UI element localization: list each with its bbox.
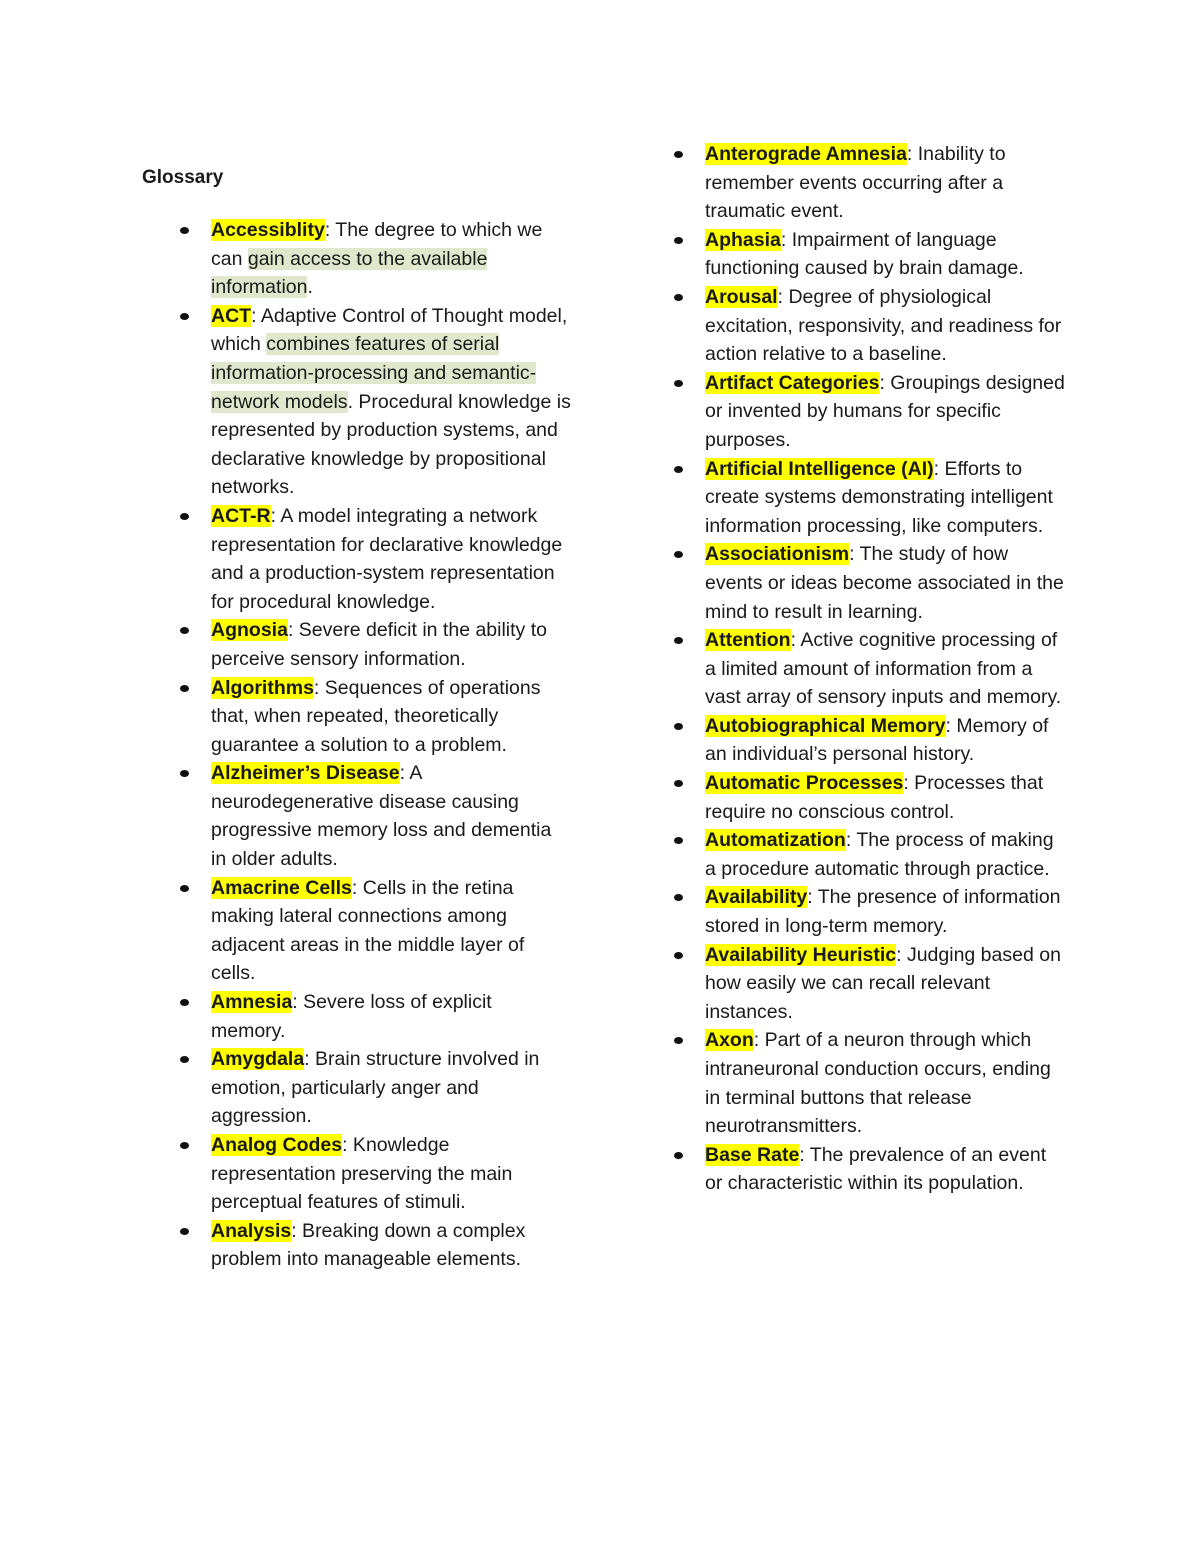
term-definition: Brain structure involved in emotion, particularly anger and aggression. xyxy=(211,1048,540,1128)
term-definition-end: . xyxy=(307,276,313,299)
glossary-term: Amnesia xyxy=(211,991,293,1014)
term-definition: Breaking down a complex problem into manageable elements. xyxy=(211,1219,526,1271)
term-separator: : xyxy=(292,991,298,1014)
term-separator: : xyxy=(807,886,813,909)
term-separator: : xyxy=(291,1219,297,1242)
glossary-entry xyxy=(705,283,1067,369)
term-definition: Sequences of operations that, when repeated, theoretically guarantee a solution to a problem. xyxy=(211,676,541,756)
term-separator: : xyxy=(799,1143,805,1166)
term-definition: Cells in the retina making lateral connections among adjacent areas in the middle layer of cells. xyxy=(211,876,525,985)
bullet-icon xyxy=(180,999,189,1006)
term-definition: Groupings designed or invented by humans for specific purposes. xyxy=(705,371,1065,451)
glossary-list-left xyxy=(211,216,571,1274)
term-separator: : xyxy=(879,371,885,394)
glossary-entry xyxy=(211,616,571,673)
bullet-icon xyxy=(180,227,189,234)
term-definition: The study of how events or ideas become associated in the mind to result in learning. xyxy=(705,543,1064,623)
glossary-entry xyxy=(211,302,571,502)
glossary-term: Attention xyxy=(705,629,791,652)
glossary-entry xyxy=(211,674,571,760)
bullet-icon xyxy=(674,294,683,301)
term-definition: A model integrating a network representation for declarative knowledge and a production-system representation for procedural knowledge. xyxy=(211,504,563,613)
glossary-term: Aphasia xyxy=(705,228,781,251)
term-separator: : xyxy=(270,504,276,527)
term-separator: : xyxy=(287,619,294,642)
glossary-term: Arousal xyxy=(705,285,778,308)
glossary-entry xyxy=(705,455,1067,541)
glossary-term: Automatization xyxy=(705,829,846,852)
glossary-entry xyxy=(705,140,1067,226)
bullet-icon xyxy=(674,466,683,473)
bullet-icon xyxy=(180,770,189,777)
term-separator: : xyxy=(324,219,331,241)
bullet-icon xyxy=(180,1228,189,1235)
bullet-icon xyxy=(674,952,683,959)
bullet-icon xyxy=(180,513,189,520)
glossary-entry xyxy=(705,369,1067,455)
glossary-term: Anterograde Amnesia xyxy=(705,143,907,165)
glossary-term: Automatic Processes xyxy=(705,772,904,795)
glossary-entry xyxy=(211,502,571,616)
glossary-entry xyxy=(211,874,571,988)
glossary-term: Agnosia xyxy=(211,619,288,642)
glossary-term: Analog Codes xyxy=(211,1134,343,1156)
glossary-entry xyxy=(211,1131,571,1217)
glossary-entry xyxy=(705,626,1067,712)
glossary-term: Axon xyxy=(705,1029,754,1052)
bullet-icon xyxy=(674,780,683,787)
glossary-term: Artifact Categories xyxy=(705,371,880,394)
term-definition: Inability to remember events occurring after a traumatic event. xyxy=(705,143,1006,223)
term-separator: : xyxy=(251,304,257,327)
bullet-icon xyxy=(674,237,683,244)
glossary-entry xyxy=(705,883,1067,940)
glossary-list-right xyxy=(705,140,1067,1198)
glossary-entry xyxy=(705,1141,1067,1198)
glossary-term: Associationism xyxy=(705,543,850,566)
glossary-entry xyxy=(705,941,1067,1027)
bullet-icon xyxy=(674,637,683,644)
glossary-term: Autobiographical Memory xyxy=(705,714,946,737)
term-definition: The presence of information stored in long-term memory. xyxy=(705,886,1061,938)
term-definition: Efforts to create systems demonstrating intelligent information processing, like computers. xyxy=(705,457,1053,537)
term-definition: Severe loss of explicit memory. xyxy=(211,991,492,1042)
glossary-term: Availability xyxy=(705,886,808,909)
term-separator: : xyxy=(945,714,951,737)
term-definition: The prevalence of an event or characteristic within its population. xyxy=(705,1143,1047,1195)
bullet-icon xyxy=(674,1152,683,1159)
term-definition: The process of making a procedure automatic through practice. xyxy=(705,829,1054,880)
highlighted-phrase: gain access to the available information xyxy=(211,247,488,299)
bullet-icon xyxy=(180,627,189,634)
term-separator: : xyxy=(790,629,796,652)
term-separator: : xyxy=(351,876,358,899)
bullet-icon xyxy=(180,885,189,892)
bullet-icon xyxy=(674,894,683,901)
term-definition: Degree of physiological excitation, responsivity, and readiness for action relative to a baseline. xyxy=(705,285,1062,366)
term-separator: : xyxy=(933,457,940,480)
bullet-icon xyxy=(674,1037,683,1044)
bullet-icon xyxy=(674,151,683,158)
glossary-term: Amygdala xyxy=(211,1048,305,1071)
glossary-entry xyxy=(705,826,1067,883)
bullet-icon xyxy=(674,380,683,387)
term-definition: Impairment of language functioning caused by brain damage. xyxy=(705,228,1024,280)
page-title: Glossary xyxy=(142,167,224,188)
glossary-entry xyxy=(211,988,571,1045)
bullet-icon xyxy=(180,685,189,692)
term-definition: Active cognitive processing of a limited amount of information from a vast array of sensory inputs and memory. xyxy=(705,629,1062,709)
glossary-term: ACT-R xyxy=(211,504,271,527)
glossary-term: Accessiblity xyxy=(211,219,325,241)
bullet-icon xyxy=(180,1142,189,1149)
highlighted-phrase: combines features of serial information-processing and semantic-network models xyxy=(211,333,537,413)
glossary-term: Amacrine Cells xyxy=(211,876,352,899)
glossary-entry xyxy=(211,216,571,302)
term-definition: A neurodegenerative disease causing progressive memory loss and dementia in older adults. xyxy=(211,762,552,871)
bullet-icon xyxy=(674,837,683,844)
glossary-entry xyxy=(211,759,571,873)
glossary-entry xyxy=(705,540,1067,626)
term-definition: Processes that require no conscious control. xyxy=(705,772,1044,823)
glossary-entry xyxy=(705,1026,1067,1140)
term-separator: : xyxy=(903,772,909,795)
glossary-term: ACT xyxy=(211,304,252,327)
bullet-icon xyxy=(180,313,189,320)
term-separator: : xyxy=(313,676,320,699)
term-definition: Severe deficit in the ability to perceive sensory information. xyxy=(211,619,547,670)
glossary-term: Analysis xyxy=(211,1219,292,1242)
term-separator: : xyxy=(780,228,787,251)
glossary-entry xyxy=(705,712,1067,769)
term-separator: : xyxy=(753,1029,760,1052)
glossary-term: Base Rate xyxy=(705,1143,800,1166)
term-definition: The degree to which we can xyxy=(211,219,543,270)
term-separator: : xyxy=(342,1134,348,1156)
term-separator: : xyxy=(399,762,406,785)
glossary-entry xyxy=(705,226,1067,283)
glossary-term: Artificial Intelligence (AI) xyxy=(705,457,934,480)
bullet-icon xyxy=(180,1056,189,1063)
glossary-entry xyxy=(211,1045,571,1131)
glossary-entry xyxy=(211,1217,571,1274)
term-separator: : xyxy=(896,943,902,966)
term-definition: Memory of an individual’s personal history. xyxy=(705,714,1049,766)
term-definition: Knowledge representation preserving the main perceptual features of stimuli. xyxy=(211,1134,513,1214)
term-separator: : xyxy=(845,829,852,852)
term-separator: : xyxy=(849,543,855,566)
bullet-icon xyxy=(674,551,683,558)
term-definition: Adaptive Control of Thought model, which xyxy=(211,304,568,356)
term-definition: Judging based on how easily we can recall relevant instances. xyxy=(705,943,1061,1023)
glossary-term: Algorithms xyxy=(211,676,314,699)
glossary-entry xyxy=(705,769,1067,826)
bullet-icon xyxy=(674,723,683,730)
term-separator: : xyxy=(304,1048,310,1071)
term-definition-end: . Procedural knowledge is represented by production systems, and declarative knowledge by propositional networks. xyxy=(211,390,571,499)
term-separator: : xyxy=(906,143,913,165)
glossary-term: Alzheimer’s Disease xyxy=(211,762,400,785)
term-definition: Part of a neuron through which intraneuronal conduction occurs, ending in terminal buttons that release neurotransmitters. xyxy=(705,1029,1051,1138)
glossary-term: Availability Heuristic xyxy=(705,943,897,966)
term-separator: : xyxy=(777,285,784,308)
